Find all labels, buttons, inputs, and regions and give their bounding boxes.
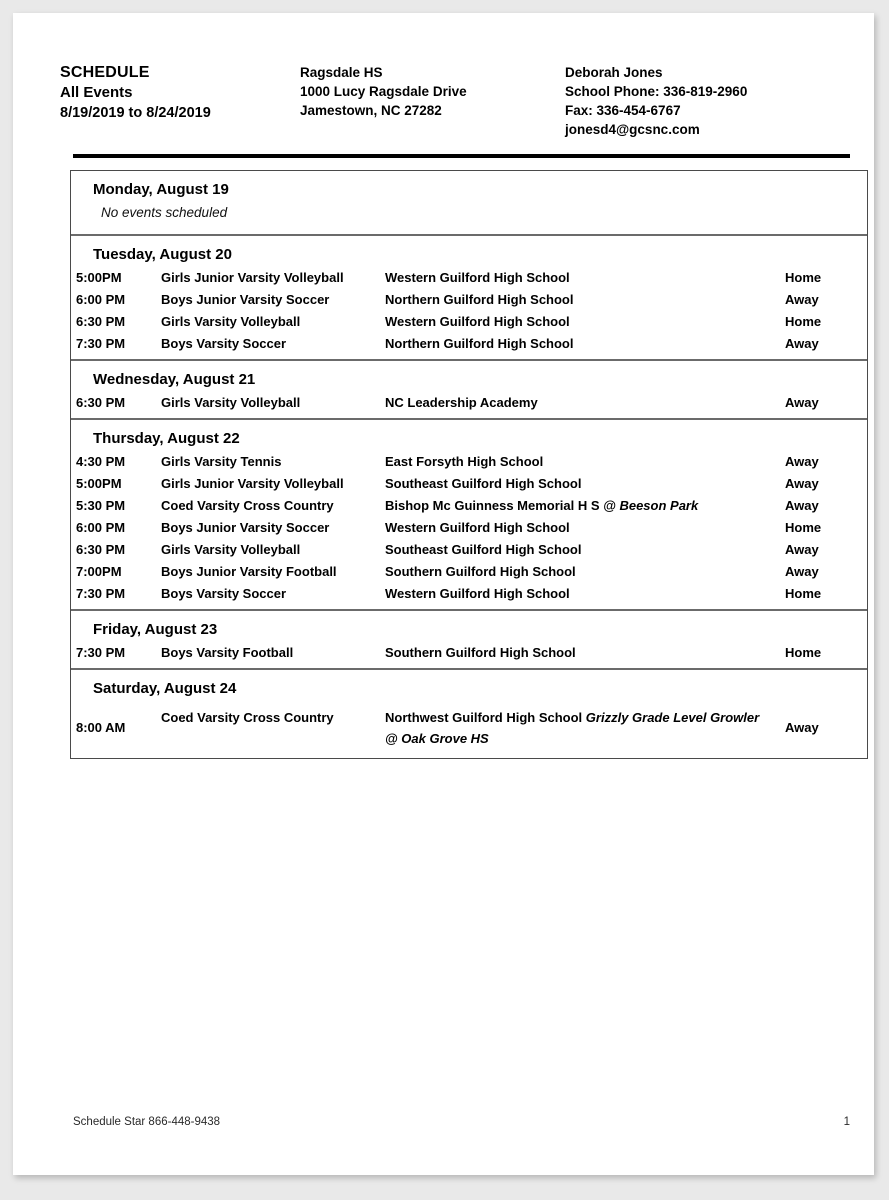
event-location: Home bbox=[785, 314, 822, 329]
event-row bbox=[71, 517, 867, 539]
event-opponent bbox=[385, 333, 785, 355]
event-row bbox=[71, 561, 867, 583]
event-opponent-name: Western Guilford High School bbox=[385, 270, 570, 285]
event-sport: Boys Varsity Football bbox=[161, 645, 294, 660]
event-time: 5:00PM bbox=[76, 476, 122, 491]
day-block bbox=[71, 171, 867, 236]
event-row bbox=[71, 392, 867, 414]
event-location: Away bbox=[785, 336, 819, 351]
event-opponent bbox=[385, 311, 785, 333]
event-opponent-name: Western Guilford High School bbox=[385, 586, 570, 601]
event-opponent-name: Northwest Guilford High School bbox=[385, 710, 583, 725]
event-sport: Boys Junior Varsity Soccer bbox=[161, 292, 330, 307]
day-heading: Monday, August 19 bbox=[93, 181, 229, 198]
schedule-table bbox=[70, 170, 868, 759]
event-location: Away bbox=[785, 476, 819, 491]
document-header bbox=[60, 63, 850, 139]
contact-name: Deborah Jones bbox=[565, 65, 663, 80]
event-sport: Girls Varsity Volleyball bbox=[161, 542, 301, 557]
event-sport: Boys Varsity Soccer bbox=[161, 586, 287, 601]
day-heading: Tuesday, August 20 bbox=[93, 246, 232, 263]
event-sport: Girls Junior Varsity Volleyball bbox=[161, 476, 344, 491]
event-location: Home bbox=[785, 586, 822, 601]
event-opponent bbox=[385, 289, 785, 311]
event-time: 7:30 PM bbox=[76, 586, 126, 601]
contact-block bbox=[565, 63, 850, 139]
event-row bbox=[71, 333, 867, 355]
event-time: 6:30 PM bbox=[76, 542, 126, 557]
event-opponent-name: Southeast Guilford High School bbox=[385, 542, 582, 557]
event-opponent-name: Southeast Guilford High School bbox=[385, 476, 582, 491]
event-time: 7:00PM bbox=[76, 564, 122, 579]
day-block bbox=[71, 611, 867, 670]
event-time: 8:00 AM bbox=[76, 720, 126, 735]
event-row bbox=[71, 539, 867, 561]
contact-email: jonesd4@gcsnc.com bbox=[565, 122, 700, 137]
event-detail: @ Beeson Park bbox=[603, 498, 699, 513]
event-opponent-name: Western Guilford High School bbox=[385, 314, 570, 329]
footer-source: Schedule Star 866-448-9438 bbox=[73, 1116, 221, 1128]
day-heading: Friday, August 23 bbox=[93, 621, 218, 638]
event-opponent bbox=[385, 267, 785, 289]
event-opponent-name: East Forsyth High School bbox=[385, 454, 544, 469]
event-opponent bbox=[385, 495, 785, 517]
event-time: 7:30 PM bbox=[76, 336, 126, 351]
event-opponent-name: NC Leadership Academy bbox=[385, 395, 538, 410]
event-opponent-name: Western Guilford High School bbox=[385, 520, 570, 535]
school-street: 1000 Lucy Ragsdale Drive bbox=[300, 84, 467, 99]
event-row bbox=[71, 583, 867, 605]
event-sport: Girls Junior Varsity Volleyball bbox=[161, 270, 344, 285]
event-time: 6:00 PM bbox=[76, 520, 126, 535]
event-sport: Girls Varsity Tennis bbox=[161, 454, 282, 469]
no-events-message: No events scheduled bbox=[101, 205, 228, 220]
event-row bbox=[71, 495, 867, 517]
event-row bbox=[71, 701, 867, 754]
event-opponent-name: Bishop Mc Guinness Memorial H S bbox=[385, 498, 600, 513]
event-opponent bbox=[385, 583, 785, 605]
event-location: Away bbox=[785, 564, 819, 579]
page-footer bbox=[73, 1116, 850, 1128]
event-opponent bbox=[385, 392, 785, 414]
event-sport: Girls Varsity Volleyball bbox=[161, 314, 301, 329]
day-block bbox=[71, 361, 867, 420]
event-location: Away bbox=[785, 395, 819, 410]
event-opponent bbox=[385, 517, 785, 539]
contact-fax: Fax: 336-454-6767 bbox=[565, 103, 681, 118]
event-sport: Coed Varsity Cross Country bbox=[161, 710, 334, 725]
event-location: Away bbox=[785, 498, 819, 513]
event-detail: Grizzly Grade Level Growler @ Oak Grove HS bbox=[385, 710, 760, 746]
event-time: 6:30 PM bbox=[76, 395, 126, 410]
day-heading: Wednesday, August 21 bbox=[93, 371, 256, 388]
event-location: Away bbox=[785, 720, 819, 735]
event-row bbox=[71, 311, 867, 333]
day-block bbox=[71, 670, 867, 758]
event-time: 6:00 PM bbox=[76, 292, 126, 307]
event-location: Away bbox=[785, 542, 819, 557]
event-opponent bbox=[385, 561, 785, 583]
school-city: Jamestown, NC 27282 bbox=[300, 103, 442, 118]
event-opponent bbox=[385, 642, 785, 664]
school-address-block bbox=[300, 63, 565, 120]
event-row bbox=[71, 642, 867, 664]
event-opponent-name: Northern Guilford High School bbox=[385, 292, 574, 307]
event-row bbox=[71, 473, 867, 495]
event-location: Home bbox=[785, 645, 822, 660]
event-sport: Boys Varsity Soccer bbox=[161, 336, 287, 351]
event-sport: Boys Junior Varsity Soccer bbox=[161, 520, 330, 535]
day-heading: Saturday, August 24 bbox=[93, 680, 237, 697]
event-opponent bbox=[385, 451, 785, 473]
day-heading: Thursday, August 22 bbox=[93, 430, 240, 447]
date-range: 8/19/2019 to 8/24/2019 bbox=[60, 105, 211, 121]
footer-page-number: 1 bbox=[843, 1116, 850, 1128]
school-name: Ragsdale HS bbox=[300, 65, 383, 80]
event-location: Home bbox=[785, 520, 822, 535]
event-time: 5:30 PM bbox=[76, 498, 126, 513]
event-location: Away bbox=[785, 454, 819, 469]
event-opponent bbox=[385, 539, 785, 561]
page-subtitle: All Events bbox=[60, 84, 133, 101]
contact-phone: School Phone: 336-819-2960 bbox=[565, 84, 748, 99]
event-location: Home bbox=[785, 270, 822, 285]
event-time: 6:30 PM bbox=[76, 314, 126, 329]
event-sport: Coed Varsity Cross Country bbox=[161, 498, 334, 513]
header-divider-rule bbox=[73, 154, 850, 158]
event-opponent-name: Southern Guilford High School bbox=[385, 564, 576, 579]
event-opponent-name: Southern Guilford High School bbox=[385, 645, 576, 660]
event-opponent bbox=[385, 473, 785, 495]
event-time: 7:30 PM bbox=[76, 645, 126, 660]
event-row bbox=[71, 267, 867, 289]
event-sport: Boys Junior Varsity Football bbox=[161, 564, 337, 579]
header-title-block bbox=[60, 63, 300, 123]
event-opponent bbox=[385, 707, 785, 749]
page-title: SCHEDULE bbox=[60, 64, 150, 81]
event-row bbox=[71, 289, 867, 311]
event-sport: Girls Varsity Volleyball bbox=[161, 395, 301, 410]
document-page bbox=[13, 13, 874, 1175]
event-time: 5:00PM bbox=[76, 270, 122, 285]
event-opponent-name: Northern Guilford High School bbox=[385, 336, 574, 351]
event-location: Away bbox=[785, 292, 819, 307]
event-time: 4:30 PM bbox=[76, 454, 126, 469]
event-row bbox=[71, 451, 867, 473]
day-block bbox=[71, 420, 867, 611]
day-block bbox=[71, 236, 867, 361]
